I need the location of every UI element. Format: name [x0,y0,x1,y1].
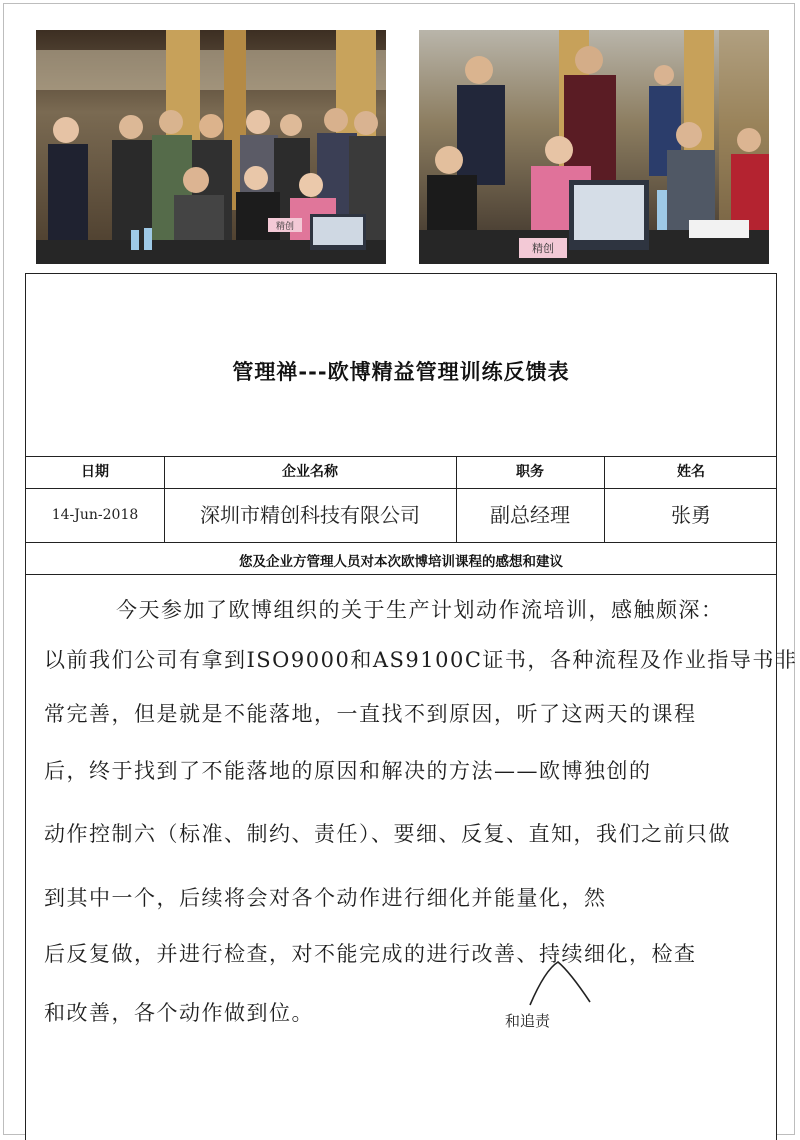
feedback-line: 常完善，但是就是不能落地，一直找不到原因，听了这两天的课程 [44,702,697,726]
position-value: 副总经理 [490,503,570,527]
feedback-line: 以前我们公司有拿到ISO9000和AS9100C证书，各种流程及作业指导书非 [44,648,798,672]
table-sign-right: 精创 [532,242,554,255]
date-value: 14-Jun-2018 [51,507,139,523]
group-photo-right [419,30,769,264]
feedback-line: 和改善，各个动作做到位。 [44,1001,314,1025]
feedback-line: 后，终于找到了不能落地的原因和解决的方法——欧博独创的 [44,759,652,783]
name-header: 姓名 [677,464,705,480]
feedback-line: 后反复做，并进行检查，对不能完成的进行改善、持续细化，检查 [44,942,697,966]
group-photo-left [36,30,386,264]
inserted-note: 和追责 [505,1012,551,1030]
feedback-form [25,273,798,1140]
table-rule [26,488,776,489]
table-rule [26,574,776,575]
table-sign-left: 精创 [275,222,295,232]
date-header: 日期 [81,464,109,480]
feedback-line: 动作控制六（标准、制约、责任）、要细、反复、直知，我们之前只做 [44,822,731,846]
feedback-line: 今天参加了欧博组织的关于生产计划动作流培训，感触颇深： [116,598,724,622]
insertion-caret-icon [520,960,600,1010]
position-header: 职务 [516,464,544,480]
table-rule [26,456,776,457]
feedback-prompt: 您及企业方管理人员对本次欧博培训课程的感想和建议 [239,554,563,570]
name-value: 张勇 [671,503,711,527]
company-header: 企业名称 [282,464,338,480]
company-value: 深圳市精创科技有限公司 [200,503,420,527]
feedback-line: 到其中一个，后续将会对各个动作进行细化并能量化，然 [44,886,607,910]
form-title: 管理禅---欧博精益管理训练反馈表 [232,360,570,384]
table-rule [26,542,776,543]
